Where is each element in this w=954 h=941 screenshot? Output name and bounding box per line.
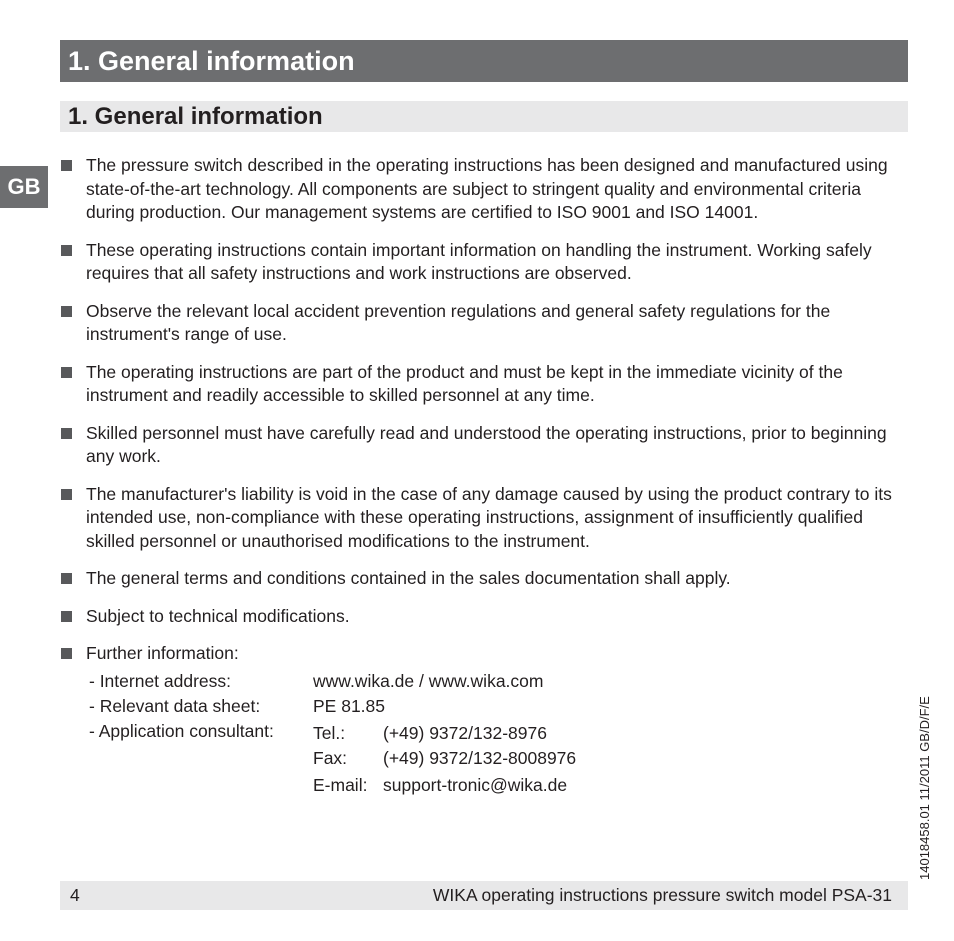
email-label: E-mail: [313, 775, 368, 795]
fax-value: (+49) 9372/132-8008976 [383, 748, 577, 768]
internet-label: - Internet address: [89, 671, 232, 691]
square-bullet-icon [61, 611, 72, 622]
tel-label: Tel.: [313, 723, 346, 743]
section-title-bar: 1. General information [60, 40, 908, 82]
bullet-list [60, 154, 900, 680]
square-bullet-icon [61, 306, 72, 317]
square-bullet-icon [61, 428, 72, 439]
list-item-text: Subject to technical modifications. [86, 605, 350, 626]
list-item [60, 300, 900, 347]
tel-value: (+49) 9372/132-8976 [383, 723, 547, 743]
square-bullet-icon [61, 573, 72, 584]
consultant-label: - Application consultant: [89, 721, 274, 741]
list-item-text: The pressure switch described in the operating instructions has been designed and manufactured using state-of-the-art technology. All components are subject to stringent quality and environmental criteria during production. Our management systems are certified to ISO 9001 and ISO 14001. [86, 155, 888, 222]
list-item-text: The operating instructions are part of the product and must be kept in the immediate vicinity of the instrument and readily accessible to skilled personnel at any time. [86, 361, 843, 405]
list-item [60, 483, 900, 554]
document-code: 14018458.01 11/2011 GB/D/F/E [917, 696, 932, 880]
list-item [60, 422, 900, 469]
list-item-text: Observe the relevant local accident prevention regulations and general safety regulations for the instrument's range of use. [86, 300, 831, 344]
list-item [60, 567, 900, 591]
internet-value: www.wika.de / www.wika.com [313, 671, 544, 691]
section-subtitle-bar: 1. General information [60, 101, 908, 132]
list-item [60, 154, 900, 225]
fax-label: Fax: [313, 748, 348, 768]
list-item-text: The general terms and conditions contained in the sales documentation shall apply. [86, 568, 731, 588]
list-item-text: Skilled personnel must have carefully read and understood the operating instructions, prior to beginning any work. [86, 422, 887, 466]
square-bullet-icon [61, 489, 72, 500]
page-number: 4 [70, 885, 80, 905]
list-item [60, 642, 900, 666]
list-item [60, 239, 900, 286]
square-bullet-icon [61, 648, 72, 659]
list-item-text: Further information: [86, 643, 239, 663]
square-bullet-icon [61, 160, 72, 171]
datasheet-label: - Relevant data sheet: [89, 696, 261, 716]
list-item-text: The manufacturer's liability is void in the case of any damage caused by using the product contrary to its intended use, non-compliance with these operating instructions, assignment of insufficiently qualified skilled personnel or unauthorised modifications to the instrument. [86, 483, 892, 551]
datasheet-value: PE 81.85 [313, 696, 385, 716]
email-value: support-tronic@wika.de [383, 775, 568, 795]
list-item [60, 361, 900, 408]
list-item-text: These operating instructions contain important information on handling the instrument. Working safely requires that all safety instructions and work instructions are observed. [86, 239, 872, 283]
square-bullet-icon [61, 245, 72, 256]
document-title: WIKA operating instructions pressure switch model PSA-31 [432, 885, 892, 905]
square-bullet-icon [61, 367, 72, 378]
list-item [60, 605, 900, 629]
language-tab: GB [0, 166, 48, 208]
page-footer [60, 881, 908, 910]
